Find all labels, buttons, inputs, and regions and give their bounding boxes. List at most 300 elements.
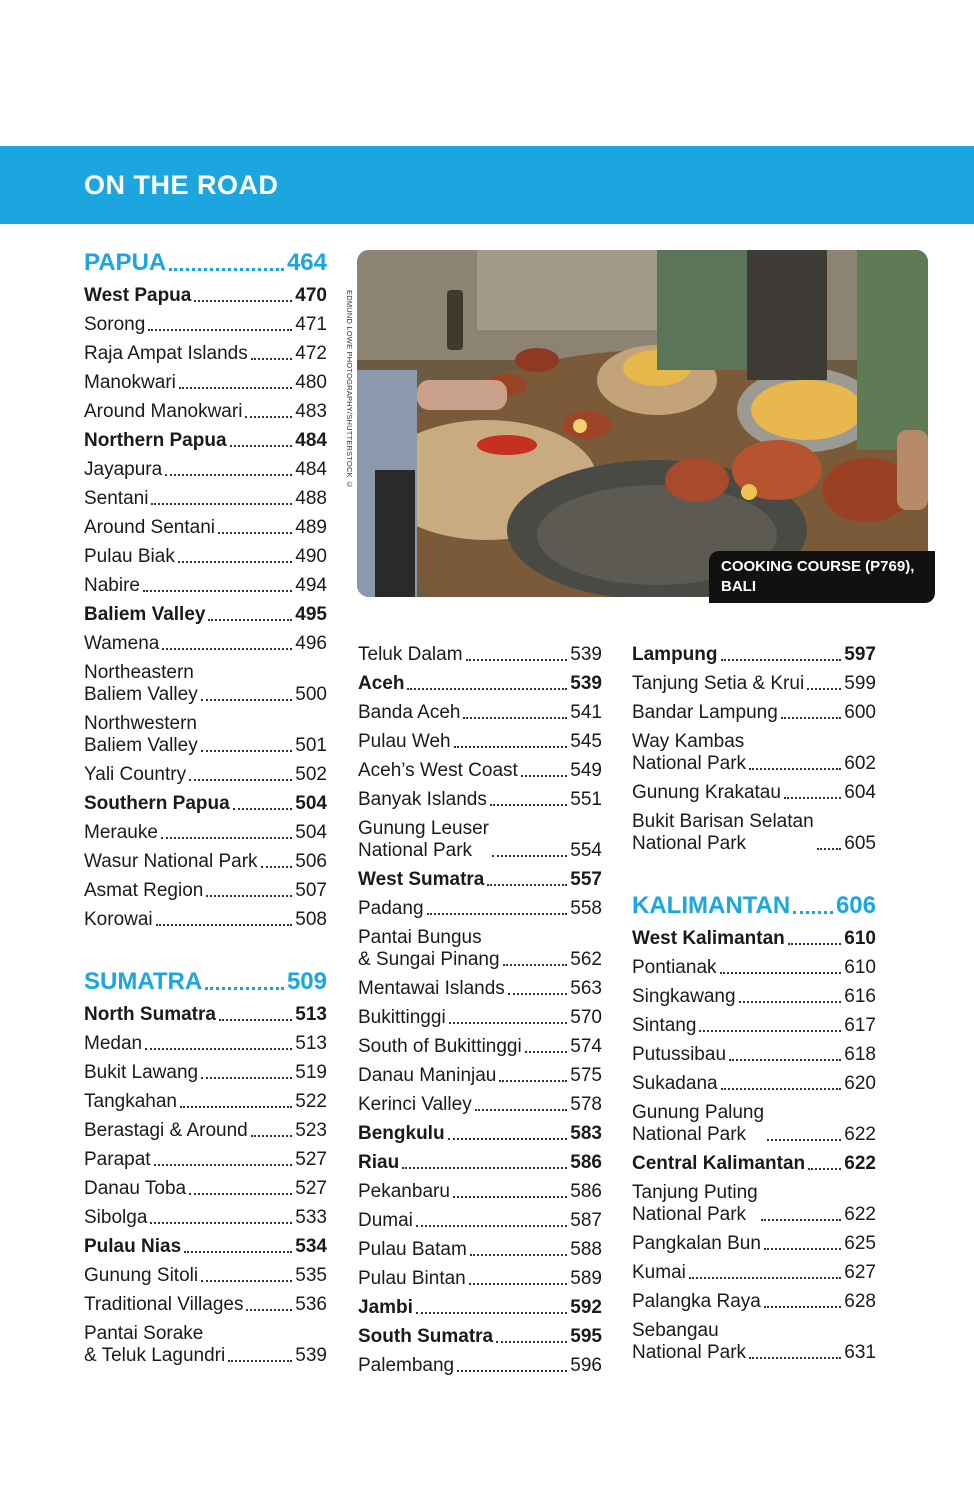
toc-entry-name: Around Sentani bbox=[84, 517, 215, 538]
toc-page-number: 618 bbox=[844, 1044, 876, 1065]
dot-leader bbox=[469, 1283, 568, 1285]
dot-leader bbox=[749, 1357, 841, 1359]
dot-leader bbox=[251, 1135, 293, 1137]
toc-entry bbox=[632, 731, 876, 775]
toc-page-number: 519 bbox=[295, 1062, 327, 1083]
toc-entry bbox=[84, 372, 327, 394]
toc-page-number: 558 bbox=[570, 898, 602, 919]
toc-section-entry bbox=[632, 928, 876, 950]
toc-entry bbox=[632, 1320, 876, 1364]
dot-leader bbox=[230, 445, 293, 447]
toc-page-number: 504 bbox=[295, 822, 327, 843]
dot-leader bbox=[721, 659, 842, 661]
dot-leader bbox=[767, 1139, 841, 1141]
dot-leader bbox=[457, 1370, 567, 1372]
toc-entry-name: Pantai Sorake & Teluk Lagundri bbox=[84, 1323, 226, 1366]
section-spacer bbox=[632, 862, 876, 892]
dot-leader bbox=[201, 750, 293, 752]
toc-entry bbox=[358, 1065, 602, 1087]
toc-entry bbox=[358, 1355, 602, 1377]
toc-entry bbox=[358, 731, 602, 753]
dot-leader bbox=[496, 1341, 567, 1343]
toc-entry-name: Northwestern Baliem Valley bbox=[84, 713, 198, 756]
dot-leader bbox=[179, 387, 292, 389]
toc-page-number: 464 bbox=[286, 249, 327, 276]
toc-entry bbox=[632, 1015, 876, 1037]
dot-leader bbox=[521, 775, 567, 777]
toc-entry bbox=[84, 633, 327, 655]
toc-page-number: 504 bbox=[295, 793, 327, 814]
toc-section-entry bbox=[632, 644, 876, 666]
cooking-course-photo bbox=[357, 250, 928, 597]
toc-entry-name: Riau bbox=[358, 1152, 400, 1173]
toc-entry-name: Pulau Weh bbox=[358, 731, 451, 752]
toc-page-number: 472 bbox=[295, 343, 327, 364]
dot-leader bbox=[499, 1080, 567, 1082]
toc-entry bbox=[84, 662, 327, 706]
toc-entry bbox=[84, 517, 327, 539]
toc-entry bbox=[84, 1149, 327, 1171]
toc-entry-name: Sintang bbox=[632, 1015, 697, 1036]
toc-entry bbox=[632, 782, 876, 804]
toc-page-number: 527 bbox=[295, 1178, 327, 1199]
toc-entry bbox=[358, 1268, 602, 1290]
toc-page-number: 599 bbox=[844, 673, 876, 694]
toc-entry-name: Dumai bbox=[358, 1210, 413, 1231]
dot-leader bbox=[475, 1109, 568, 1111]
toc-page-number: 597 bbox=[844, 644, 876, 665]
toc-page-number: 488 bbox=[295, 488, 327, 509]
toc-page-number: 583 bbox=[570, 1123, 602, 1144]
toc-entry bbox=[358, 789, 602, 811]
toc-page-number: 562 bbox=[570, 949, 602, 970]
toc-section-entry bbox=[358, 1123, 602, 1145]
dot-leader bbox=[184, 1251, 292, 1253]
toc-entry-name: Gunung Sitoli bbox=[84, 1265, 199, 1286]
toc-entry-name: Bukit Barisan Selatan National Park bbox=[632, 811, 814, 854]
toc-entry bbox=[84, 1091, 327, 1113]
dot-leader bbox=[749, 768, 841, 770]
toc-entry-name: Pulau Batam bbox=[358, 1239, 467, 1260]
toc-entry-name: Manokwari bbox=[84, 372, 176, 393]
toc-entry-name: Traditional Villages bbox=[84, 1294, 244, 1315]
toc-entry-name: Bukit Lawang bbox=[84, 1062, 199, 1083]
toc-entry-name: Mentawai Islands bbox=[358, 978, 505, 999]
toc-entry-name: Sebangau National Park bbox=[632, 1320, 747, 1363]
toc-section-entry bbox=[84, 604, 327, 626]
photo-caption: COOKING COURSE (P769), BALI bbox=[709, 551, 935, 603]
toc-page-number: 605 bbox=[844, 833, 876, 854]
dot-leader bbox=[448, 1138, 568, 1140]
toc-column-1 bbox=[84, 249, 327, 1374]
toc-entry-name: Kerinci Valley bbox=[358, 1094, 472, 1115]
toc-entry-name: Bandar Lampung bbox=[632, 702, 778, 723]
toc-entry-name: Sukadana bbox=[632, 1073, 718, 1094]
toc-region-heading bbox=[632, 892, 876, 920]
toc-entry bbox=[358, 1210, 602, 1232]
toc-entry-name: Pulau Bintan bbox=[358, 1268, 466, 1289]
toc-entry bbox=[358, 1036, 602, 1058]
dot-leader bbox=[721, 1088, 842, 1090]
toc-page-number: 494 bbox=[295, 575, 327, 596]
toc-entry-name: Gunung Leuser National Park bbox=[358, 818, 489, 861]
toc-entry bbox=[358, 1239, 602, 1261]
dot-leader bbox=[525, 1051, 568, 1053]
toc-column-2 bbox=[358, 644, 602, 1384]
toc-entry-name: Merauke bbox=[84, 822, 158, 843]
toc-page-number: 589 bbox=[570, 1268, 602, 1289]
toc-entry-name: Tangkahan bbox=[84, 1091, 177, 1112]
toc-page-number: 578 bbox=[570, 1094, 602, 1115]
toc-page-number: 506 bbox=[295, 851, 327, 872]
toc-entry-name: South of Bukittinggi bbox=[358, 1036, 522, 1057]
toc-entry-name: Tanjung Setia & Krui bbox=[632, 673, 805, 694]
toc-page-number: 586 bbox=[570, 1152, 602, 1173]
toc-entry-name: Nabire bbox=[84, 575, 140, 596]
toc-entry-name: Pantai Bungus & Sungai Pinang bbox=[358, 927, 500, 970]
toc-page-number: 484 bbox=[295, 459, 327, 480]
toc-entry bbox=[84, 546, 327, 568]
toc-entry-name: Tanjung Puting National Park bbox=[632, 1182, 758, 1225]
toc-entry-name: Sentani bbox=[84, 488, 149, 509]
toc-page-number: 507 bbox=[295, 880, 327, 901]
toc-entry bbox=[632, 1262, 876, 1284]
dot-leader bbox=[178, 561, 292, 563]
toc-entry bbox=[84, 459, 327, 481]
dot-leader bbox=[817, 848, 842, 850]
dot-leader bbox=[490, 804, 567, 806]
toc-page-number: 617 bbox=[844, 1015, 876, 1036]
toc-entry-name: Yali Country bbox=[84, 764, 187, 785]
toc-entry-name: Around Manokwari bbox=[84, 401, 243, 422]
toc-entry-name: Pulau Nias bbox=[84, 1236, 182, 1257]
toc-page-number: 527 bbox=[295, 1149, 327, 1170]
toc-entry-name: Lampung bbox=[632, 644, 718, 665]
dot-leader bbox=[720, 972, 842, 974]
toc-entry-name: Baliem Valley bbox=[84, 604, 206, 625]
toc-page-number: 551 bbox=[570, 789, 602, 810]
toc-entry bbox=[84, 822, 327, 844]
toc-section-entry bbox=[84, 793, 327, 815]
toc-entry bbox=[84, 1033, 327, 1055]
toc-page-number: 610 bbox=[844, 928, 876, 949]
toc-entry-name: Aceh’s West Coast bbox=[358, 760, 518, 781]
dot-leader bbox=[246, 1309, 292, 1311]
toc-section-entry bbox=[632, 1153, 876, 1175]
toc-entry bbox=[84, 764, 327, 786]
dot-leader bbox=[162, 648, 292, 650]
toc-page-number: 500 bbox=[295, 684, 327, 705]
toc-entry-name: Raja Ampat Islands bbox=[84, 343, 248, 364]
toc-entry bbox=[84, 343, 327, 365]
toc-entry-name: South Sumatra bbox=[358, 1326, 494, 1347]
dot-leader bbox=[699, 1030, 841, 1032]
dot-leader bbox=[206, 895, 292, 897]
toc-entry-name: Gunung Palung National Park bbox=[632, 1102, 765, 1145]
toc-entry-name: Southern Papua bbox=[84, 793, 230, 814]
toc-page-number: 470 bbox=[295, 285, 327, 306]
toc-page-number: 480 bbox=[295, 372, 327, 393]
toc-entry-name: West Sumatra bbox=[358, 869, 485, 890]
toc-page-number: 606 bbox=[835, 892, 876, 919]
toc-section-entry bbox=[84, 430, 327, 452]
toc-entry-name: Kumai bbox=[632, 1262, 686, 1283]
dot-leader bbox=[194, 300, 292, 302]
toc-entry bbox=[84, 401, 327, 423]
section-spacer bbox=[84, 938, 327, 968]
toc-entry-name: Danau Toba bbox=[84, 1178, 187, 1199]
toc-entry bbox=[84, 880, 327, 902]
dot-leader bbox=[463, 717, 567, 719]
toc-entry-name: Parapat bbox=[84, 1149, 151, 1170]
toc-page-number: 627 bbox=[844, 1262, 876, 1283]
toc-entry-name: Northern Papua bbox=[84, 430, 227, 451]
toc-entry-name: SUMATRA bbox=[84, 968, 203, 995]
dot-leader bbox=[808, 1168, 841, 1170]
dot-leader bbox=[470, 1254, 568, 1256]
toc-entry bbox=[632, 811, 876, 855]
toc-page-number: 508 bbox=[295, 909, 327, 930]
toc-page-number: 509 bbox=[286, 968, 327, 995]
dot-leader bbox=[788, 943, 842, 945]
toc-entry bbox=[632, 1073, 876, 1095]
toc-entry-name: Palangka Raya bbox=[632, 1291, 761, 1312]
toc-entry-name: Padang bbox=[358, 898, 424, 919]
toc-entry bbox=[632, 986, 876, 1008]
dot-leader bbox=[154, 1164, 293, 1166]
toc-entry bbox=[84, 909, 327, 931]
toc-entry bbox=[84, 851, 327, 873]
toc-page-number: 602 bbox=[844, 753, 876, 774]
dot-leader bbox=[261, 866, 293, 868]
toc-entry-name: Danau Maninjau bbox=[358, 1065, 497, 1086]
toc-entry-name: North Sumatra bbox=[84, 1004, 216, 1025]
toc-section-entry bbox=[84, 1004, 327, 1026]
toc-entry-name: Medan bbox=[84, 1033, 143, 1054]
toc-entry bbox=[358, 1094, 602, 1116]
dot-leader bbox=[466, 659, 568, 661]
toc-entry-name: Sorong bbox=[84, 314, 146, 335]
dot-leader bbox=[156, 924, 293, 926]
toc-page-number: 489 bbox=[295, 517, 327, 538]
toc-section-entry bbox=[84, 285, 327, 307]
dot-leader bbox=[416, 1225, 567, 1227]
dot-leader bbox=[205, 987, 284, 990]
toc-entry-name: Asmat Region bbox=[84, 880, 204, 901]
dot-leader bbox=[689, 1277, 841, 1279]
dot-leader bbox=[233, 808, 293, 810]
toc-entry bbox=[358, 760, 602, 782]
toc-page-number: 539 bbox=[570, 673, 602, 694]
toc-entry bbox=[632, 1291, 876, 1313]
toc-entry bbox=[358, 927, 602, 971]
toc-entry bbox=[84, 1323, 327, 1367]
toc-page-number: 522 bbox=[295, 1091, 327, 1112]
dot-leader bbox=[151, 503, 292, 505]
toc-entry bbox=[84, 1120, 327, 1142]
toc-entry bbox=[358, 1007, 602, 1029]
toc-entry-name: West Papua bbox=[84, 285, 192, 306]
toc-page-number: 616 bbox=[844, 986, 876, 1007]
dot-leader bbox=[201, 1280, 292, 1282]
toc-entry-name: Aceh bbox=[358, 673, 405, 694]
toc-entry bbox=[84, 575, 327, 597]
toc-section-entry bbox=[84, 1236, 327, 1258]
toc-entry bbox=[84, 1207, 327, 1229]
toc-page-number: 575 bbox=[570, 1065, 602, 1086]
dot-leader bbox=[487, 884, 567, 886]
dot-leader bbox=[427, 913, 568, 915]
dot-leader bbox=[245, 416, 292, 418]
toc-entry bbox=[84, 713, 327, 757]
toc-section-entry bbox=[358, 673, 602, 695]
toc-entry-name: Singkawang bbox=[632, 986, 736, 1007]
toc-entry-name: Jayapura bbox=[84, 459, 163, 480]
toc-page-number: 513 bbox=[295, 1033, 327, 1054]
toc-entry-name: Pekanbaru bbox=[358, 1181, 450, 1202]
toc-page-number: 539 bbox=[295, 1345, 327, 1366]
toc-entry-name: Jambi bbox=[358, 1297, 413, 1318]
dot-leader bbox=[150, 1222, 292, 1224]
dot-leader bbox=[508, 993, 568, 995]
toc-region-heading bbox=[84, 968, 327, 996]
toc-page-number: 622 bbox=[844, 1124, 876, 1145]
toc-entry-name: Pulau Biak bbox=[84, 546, 175, 567]
dot-leader bbox=[161, 837, 292, 839]
toc-entry bbox=[632, 702, 876, 724]
toc-entry-name: Banda Aceh bbox=[358, 702, 461, 723]
toc-entry-name: Banyak Islands bbox=[358, 789, 487, 810]
dot-leader bbox=[165, 474, 292, 476]
dot-leader bbox=[148, 329, 292, 331]
toc-page-number: 490 bbox=[295, 546, 327, 567]
toc-entry bbox=[358, 818, 602, 862]
toc-entry-name: Sibolga bbox=[84, 1207, 148, 1228]
toc-page-number: 483 bbox=[295, 401, 327, 422]
dot-leader bbox=[764, 1248, 841, 1250]
toc-entry bbox=[84, 1062, 327, 1084]
dot-leader bbox=[251, 358, 293, 360]
toc-entry bbox=[358, 978, 602, 1000]
toc-entry bbox=[632, 957, 876, 979]
toc-page-number: 604 bbox=[844, 782, 876, 803]
toc-entry bbox=[632, 673, 876, 695]
dot-leader bbox=[453, 1196, 567, 1198]
toc-page-number: 563 bbox=[570, 978, 602, 999]
dot-leader bbox=[784, 797, 841, 799]
toc-page-number: 533 bbox=[295, 1207, 327, 1228]
dot-leader bbox=[145, 1048, 292, 1050]
dot-leader bbox=[219, 1019, 292, 1021]
toc-entry-name: Pangkalan Bun bbox=[632, 1233, 761, 1254]
toc-page-number: 501 bbox=[295, 735, 327, 756]
toc-page-number: 534 bbox=[295, 1236, 327, 1257]
toc-entry-name: Palembang bbox=[358, 1355, 455, 1376]
toc-entry bbox=[84, 1265, 327, 1287]
toc-page-number: 587 bbox=[570, 1210, 602, 1231]
dot-leader bbox=[739, 1001, 842, 1003]
dot-leader bbox=[208, 619, 292, 621]
toc-page-number: 610 bbox=[844, 957, 876, 978]
dot-leader bbox=[189, 1193, 292, 1195]
page-title: ON THE ROAD bbox=[84, 170, 279, 200]
toc-entry bbox=[84, 1178, 327, 1200]
dot-leader bbox=[764, 1306, 841, 1308]
toc-page-number: 622 bbox=[844, 1153, 876, 1174]
toc-page-number: 541 bbox=[570, 702, 602, 723]
toc-page-number: 588 bbox=[570, 1239, 602, 1260]
dot-leader bbox=[793, 911, 833, 914]
dot-leader bbox=[218, 532, 292, 534]
toc-entry bbox=[84, 1294, 327, 1316]
dot-leader bbox=[201, 699, 293, 701]
toc-entry bbox=[358, 702, 602, 724]
toc-entry-name: Bukittinggi bbox=[358, 1007, 446, 1028]
toc-page-number: 595 bbox=[570, 1326, 602, 1347]
toc-entry-name: Berastagi & Around bbox=[84, 1120, 248, 1141]
toc-page-number: 513 bbox=[295, 1004, 327, 1025]
toc-page-number: 586 bbox=[570, 1181, 602, 1202]
dot-leader bbox=[807, 688, 841, 690]
toc-entry bbox=[632, 1044, 876, 1066]
toc-column-3 bbox=[632, 644, 876, 1371]
toc-page-number: 502 bbox=[295, 764, 327, 785]
dot-leader bbox=[180, 1106, 292, 1108]
dot-leader bbox=[407, 688, 567, 690]
toc-entry-name: Wasur National Park bbox=[84, 851, 258, 872]
toc-page-number: 625 bbox=[844, 1233, 876, 1254]
toc-entry bbox=[632, 1102, 876, 1146]
toc-page-number: 557 bbox=[570, 869, 602, 890]
toc-entry-name: Central Kalimantan bbox=[632, 1153, 806, 1174]
toc-page-number: 535 bbox=[295, 1265, 327, 1286]
toc-entry-name: Korowai bbox=[84, 909, 153, 930]
dot-leader bbox=[228, 1360, 292, 1362]
toc-page-number: 592 bbox=[570, 1297, 602, 1318]
dot-leader bbox=[169, 268, 284, 271]
toc-entry-name: Northeastern Baliem Valley bbox=[84, 662, 198, 705]
dot-leader bbox=[143, 590, 292, 592]
dot-leader bbox=[416, 1312, 567, 1314]
toc-page-number: 496 bbox=[295, 633, 327, 654]
toc-region-heading bbox=[84, 249, 327, 277]
dot-leader bbox=[761, 1219, 842, 1221]
dot-leader bbox=[201, 1077, 292, 1079]
toc-section-entry bbox=[358, 869, 602, 891]
toc-entry bbox=[632, 1182, 876, 1226]
toc-page-number: 574 bbox=[570, 1036, 602, 1057]
dot-leader bbox=[492, 855, 567, 857]
dot-leader bbox=[454, 746, 568, 748]
toc-page-number: 620 bbox=[844, 1073, 876, 1094]
toc-page-number: 549 bbox=[570, 760, 602, 781]
toc-entry bbox=[632, 1233, 876, 1255]
toc-page-number: 622 bbox=[844, 1204, 876, 1225]
toc-entry-name: Gunung Krakatau bbox=[632, 782, 781, 803]
toc-entry-name: KALIMANTAN bbox=[632, 892, 791, 919]
dot-leader bbox=[781, 717, 842, 719]
toc-section-entry bbox=[358, 1297, 602, 1319]
toc-entry-name: Putussibau bbox=[632, 1044, 727, 1065]
dot-leader bbox=[503, 964, 568, 966]
toc-page-number: 495 bbox=[295, 604, 327, 625]
toc-entry-name: Pontianak bbox=[632, 957, 717, 978]
toc-entry bbox=[84, 488, 327, 510]
toc-entry-name: Teluk Dalam bbox=[358, 644, 463, 665]
toc-page-number: 471 bbox=[295, 314, 327, 335]
toc-entry bbox=[358, 1181, 602, 1203]
toc-entry bbox=[358, 644, 602, 666]
